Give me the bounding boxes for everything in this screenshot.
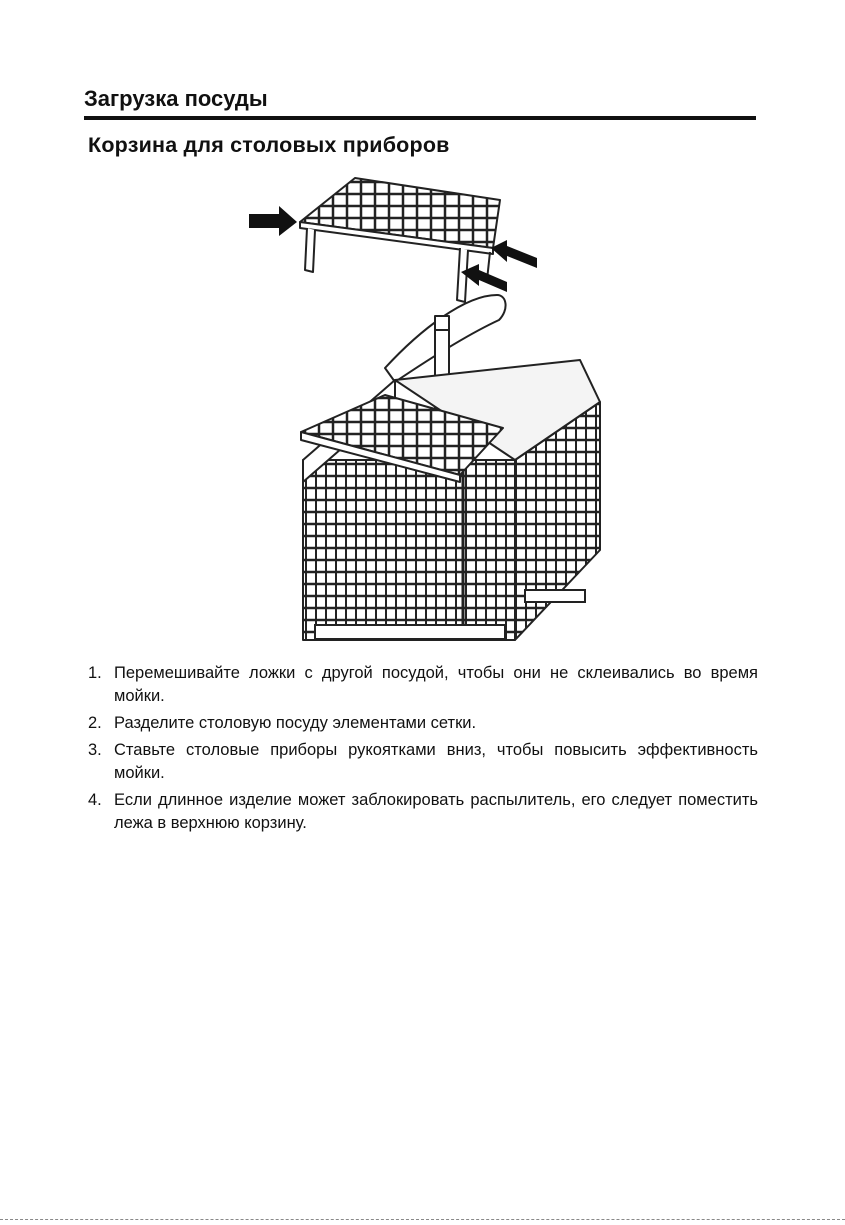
cutlery-basket-illustration [235,170,615,645]
instruction-item [88,789,758,835]
section-title: Загрузка посуды [84,86,268,111]
instruction-list [88,662,758,839]
instruction-number: 4. [88,791,102,809]
instruction-number: 3. [88,741,102,759]
instruction-text: Ставьте столовые приборы рукоятками вниз, чтобы повысить эффективность мойки. [114,741,758,782]
arrow-left-icon [249,206,297,236]
arrow-right-icon [491,240,537,268]
instruction-text: Разделите столовую посуду элементами сетки. [114,714,477,732]
instruction-text: Если длинное изделие может заблокировать распылитель, его следует поместить лежа в верхнюю корзину. [114,791,758,832]
instruction-item [88,739,758,785]
instruction-text: Перемешивайте ложки с другой посудой, чтобы они не склеивались во время мойки. [114,664,758,705]
page-bottom-divider [0,1219,845,1220]
subsection-title: Корзина для столовых приборов [88,133,450,157]
instruction-item [88,712,758,735]
grid-lid [300,178,500,302]
instruction-number: 2. [88,714,102,732]
section-divider [84,116,756,120]
instruction-number: 1. [88,664,102,682]
instruction-item [88,662,758,708]
